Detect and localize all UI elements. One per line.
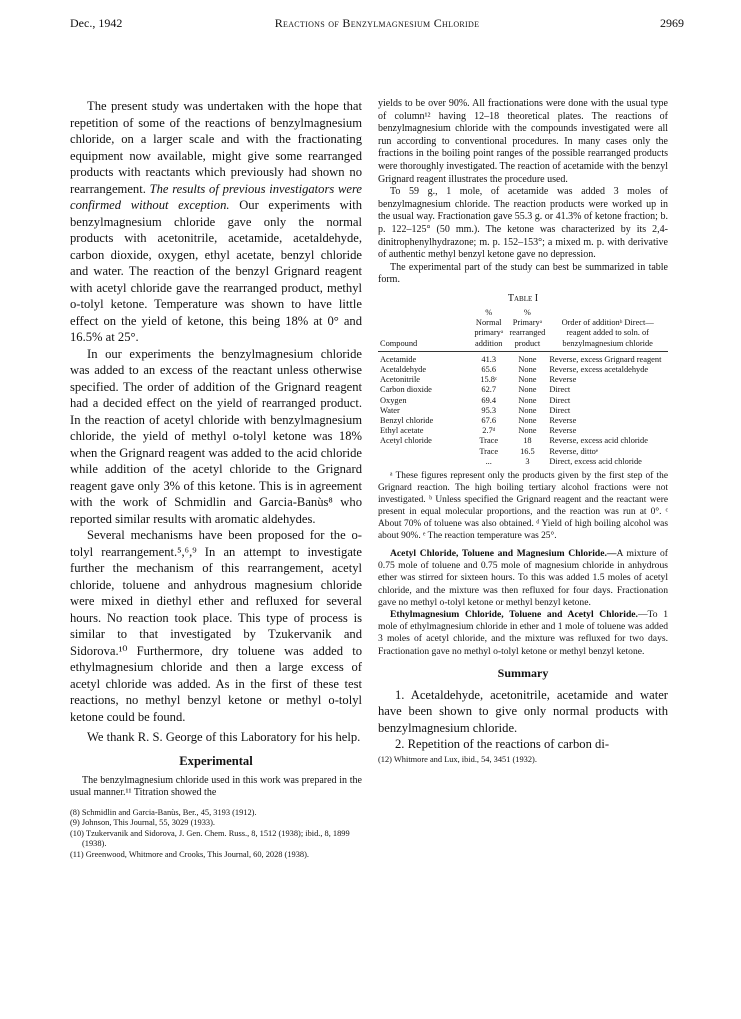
left-column	[70, 98, 362, 861]
footnote-9: (9) Johnson, This Journal, 55, 3029 (1933).	[70, 818, 216, 828]
col-normal: % Normal primaryᵃ addition	[470, 308, 508, 351]
footnote-10: (10) Tzukervanik and Sidorova, J. Gen. Chem. Russ., 8, 1512 (1938); ibid., 8, 1899 (1938).	[70, 828, 350, 849]
running-title: Reactions of Benzylmagnesium Chloride	[274, 16, 480, 30]
footnotes	[70, 808, 362, 861]
paragraph-table-intro: The experimental part of the study can best be summarized in table form.	[378, 261, 668, 286]
page-number: 2969	[660, 16, 684, 30]
table-row: Acetamide 41.3 None Reverse, excess Grignard reagent	[380, 354, 662, 364]
paragraph-mechanisms: Several mechanisms have been proposed for the o-tolyl rearrangement.⁵,⁶,⁹ In an attempt to investigate further the mechanism of this rearrangement, acetyl chloride, toluene and anhydrous magnesium chloride were mixed in diethyl ether and refluxed for several hours. No reaction took place. This type of process is similar to that investigated by Tzukervanik and Sidorova.¹⁰ Furthermore, dry toluene was added to ethylmagnesium chloride and then a large excess of acetyl chloride was added. As in the first of these test reactions, no methyl benzyl ketone or methyl o-tolyl ketone could be found.	[70, 528, 362, 724]
summary-heading: Summary	[497, 665, 549, 680]
table-row: Acetonitrile 15.8ᶜ None Reverse	[380, 375, 577, 385]
summary-item-2: 2. Repetition of the reactions of carbon di-	[395, 737, 610, 752]
table-row: Acetaldehyde 65.6 None Reverse, excess acetaldehyde	[380, 364, 649, 374]
table-row: Acetyl chloride Trace 18 Reverse, excess acid chloride	[380, 436, 648, 446]
table-row: Trace 16.5 Reverse, dittoᵉ	[479, 446, 598, 456]
issue-date: Dec., 1942	[70, 16, 123, 30]
paragraph-order-of-addition: In our experiments the benzylmagnesium chloride was added to an excess of the reactant unless otherwise specified. The order of addition of the Grignard reagent had a decided effect on the yield of rearranged product. In the reaction of acetyl chloride with benzylmagnesium chloride, the yield of methyl o-tolyl ketone was 18% when the Grignard reagent was added to the acid chloride while addition of the acetyl chloride to the Grignard reagent gave only 3% of this ketone. This is in agreement with the work of Schmidlin and Garcia-Banùs⁸ who reported similar results with aromatic aldehydes.	[70, 346, 362, 526]
col-compound: Compound	[378, 308, 470, 351]
table-row: Water 95.3 None Direct	[380, 405, 571, 415]
table-caption: Table I	[507, 292, 539, 304]
results-table	[378, 308, 668, 467]
summary-text	[378, 687, 668, 753]
experimental-text: The benzylmagnesium chloride used in this work was prepared in the usual manner.¹¹ Titration showed the	[70, 774, 362, 799]
page-header	[70, 16, 684, 34]
footnote-8: (8) Schmidlin and Garcia-Banùs, Ber., 45, 3193 (1912).	[70, 807, 257, 817]
footnote-11: (11) Greenwood, Whitmore and Crooks, This Journal, 60, 2028 (1938).	[70, 850, 309, 860]
table-header-row	[378, 308, 668, 351]
paragraph-intro: The present study was undertaken with the hope that repetition of some of the reactions of benzylmagnesium chloride, on a larger scale and with the fractionating equipment now available, might give some rearranged products with reactants which previously had shown no rearrangement. The results of previous investigators were confirmed without exception. Our experiments with benzylmagnesium chloride gave only the normal products with acetonitrile, acetamide, acetaldehyde, carbon dioxide, oxygen, ethyl acetate, benzyl chloride and water. The reaction of the benzyl Grignard reagent with acetyl chloride gave the rearranged product, methyl o-tolyl ketone. Temperature was shown to have little effect on the yield of ketone, this being 18% at 0° and 16.5% at 25°.	[70, 99, 363, 344]
italic-statement: The results of previous investigators were confirmed without exception.	[70, 181, 363, 212]
summary-item-1: 1. Acetaldehyde, acetonitrile, acetamide and water have been shown to give only normal products with benzylmagnesium chloride.	[378, 687, 668, 735]
paragraph-yields: yields to be over 90%. All fractionations were done with the usual type of column¹² having 12–18 theoretical plates. The reactions of benzylmagnesium chloride with the compounds investigated were all run according to conventional procedures. In many cases only the fractions in the boiling point ranges of the possible rearranged products were thoroughly investigated. The reaction of acetamide with the benzyl Grignard reagent illustrates the procedure used.	[378, 98, 668, 185]
col-rearranged: % Primaryᵃ rearranged product	[508, 308, 548, 351]
table-row: Benzyl chloride 67.6 None Reverse	[380, 415, 577, 425]
table-footnotes: ᵃ These figures represent only the products given by the first step of the Grignard reaction. The high boiling tertiary alcohol fractions were not investigated. ᵇ Unless specified the Grignard reagent and the reactant were present in equal molecular proportions, and the reaction was run at 0°. ᶜ About 70% of toluene was also obtained. ᵈ Yield of high boiling alcohol was about 90%. ᵉ The reaction temperature was 25°.	[378, 470, 668, 541]
table-row: Oxygen 69.4 None Direct	[380, 395, 571, 405]
table-row: Carbon dioxide 62.7 None Direct	[380, 385, 571, 395]
right-column	[378, 98, 668, 765]
intro-text	[70, 98, 362, 746]
paragraph-acetamide-run: To 59 g., 1 mole, of acetamide was added 3 moles of benzylmagnesium chloride. The reaction products were worked up in the usual way. Fractionation gave 55.3 g. or 41.3% of ketone fraction; b. p. 122–125° (50 mm.). The ketone was characterized by its 2,4-dinitrophenylhydrazone; m. p. 152–153°; a mixed m. p. with derivative of authentic methyl benzyl ketone gave no depression.	[378, 186, 668, 261]
run-ethylmagnesium-chloride: Ethylmagnesium Chloride, Toluene and Acetyl Chloride.—To 1 mole of ethylmagnesium chloride in ether and 1 mole of toluene was added 3 moles of acetyl chloride, and the mixture was refluxed for two days. Fractionation gave no methyl o-tolyl ketone or methyl benzyl ketone.	[378, 608, 668, 657]
experimental-heading: Experimental	[179, 753, 253, 768]
footnote-12: (12) Whitmore and Lux, ibid., 54, 3451 (1932).	[378, 754, 537, 764]
col-order: Order of additionᵇ Direct—reagent added to soln. of benzylmagnesium chloride	[547, 308, 668, 351]
table-row: ... 3 Direct, excess acid chloride	[485, 456, 642, 466]
run-acetyl-chloride: Acetyl Chloride, Toluene and Magnesium Chloride.—A mixture of 0.75 mole of toluene and 0.75 mole of magnesium chloride in anhydrous ether was stirred for sixteen hours. To this was added 1.5 moles of acetyl chloride, and the mixture was then refluxed for four days. Fractionation gave no methyl o-tolyl ketone or methyl benzyl ketone.	[378, 547, 669, 608]
table-row: Ethyl acetate 2.7ᵈ None Reverse	[380, 426, 577, 436]
runs-text	[378, 548, 668, 658]
procedure-text	[378, 98, 668, 287]
paragraph-acknowledgment: We thank R. S. George of this Laboratory for his help.	[87, 730, 361, 744]
